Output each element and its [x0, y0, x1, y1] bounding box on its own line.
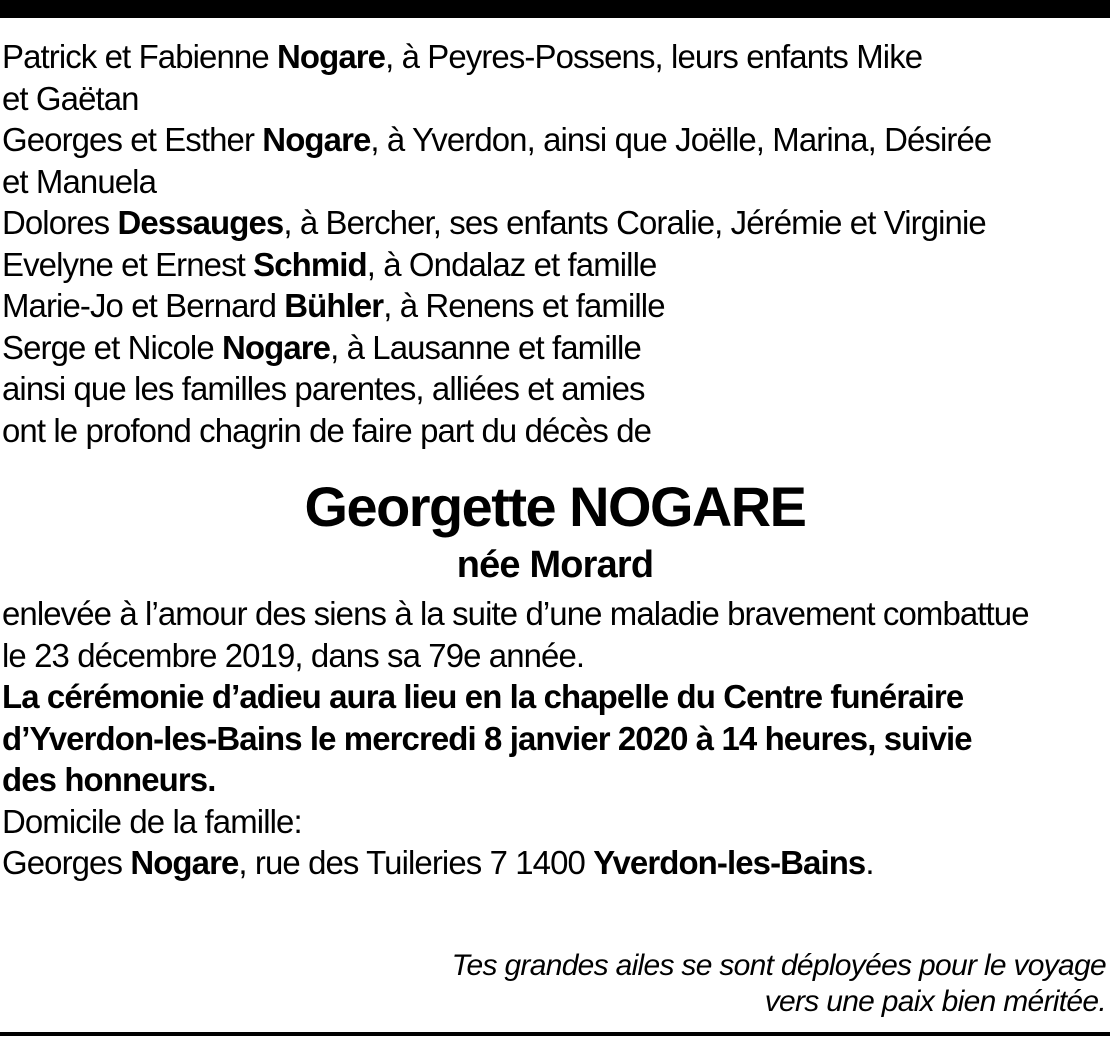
epitaph-line: vers une paix bien méritée. — [764, 985, 1106, 1018]
domicile-city: Yverdon-les-Bains — [593, 844, 866, 881]
family-list — [2, 36, 1108, 451]
passing-text — [2, 593, 1108, 676]
family-line: Serge et Nicole Nogare, à Lausanne et famille — [2, 328, 641, 366]
passing-line: enlevée à l’amour des siens à la suite d’une maladie bravement combattue — [2, 595, 1029, 632]
family-line: et Manuela — [2, 162, 157, 200]
family-line: Patrick et Fabienne Nogare, à Peyres-Possens, leurs enfants Mike — [2, 38, 923, 75]
domicile-surname: Nogare — [130, 844, 239, 881]
family-line: Marie-Jo et Bernard Bühler, à Renens et famille — [2, 287, 665, 324]
ceremony-line: des honneurs. — [2, 761, 216, 798]
epitaph — [452, 948, 1106, 1020]
maiden-name: née Morard — [456, 544, 654, 586]
ceremony-text — [2, 676, 1108, 801]
ceremony-line: d’Yverdon-les-Bains le mercredi 8 janvier 2020 à 14 heures, suivie — [2, 719, 972, 757]
epitaph-line: Tes grandes ailes se sont déployées pour le voyage — [451, 949, 1106, 982]
family-line: et Gaëtan — [2, 79, 139, 117]
top-border-rule — [0, 0, 1110, 18]
family-line: ainsi que les familles parentes, alliées et amies — [2, 370, 645, 407]
death-notice — [2, 36, 1108, 884]
deceased-name: Georgette NOGARE — [304, 475, 806, 538]
family-line: Evelyne et Ernest Schmid, à Ondalaz et famille — [2, 245, 657, 283]
bottom-border-rule — [0, 1032, 1110, 1036]
passing-line: le 23 décembre 2019, dans sa 79e année. — [2, 636, 585, 674]
deceased-block — [2, 473, 1108, 587]
family-line: Georges et Esther Nogare, à Yverdon, ainsi que Joëlle, Marina, Désirée — [2, 121, 992, 158]
family-line: ont le profond chagrin de faire part du décès de — [2, 411, 652, 449]
domicile-label: Domicile de la famille: — [2, 802, 302, 840]
domicile-address: Georges Nogare, rue des Tuileries 7 1400 Yverdon-les-Bains. — [2, 844, 874, 881]
domicile-block — [2, 801, 1108, 884]
family-line: Dolores Dessauges, à Bercher, ses enfants Coralie, Jérémie et Virginie — [2, 204, 986, 241]
ceremony-line: La cérémonie d’adieu aura lieu en la chapelle du Centre funéraire — [2, 678, 964, 715]
